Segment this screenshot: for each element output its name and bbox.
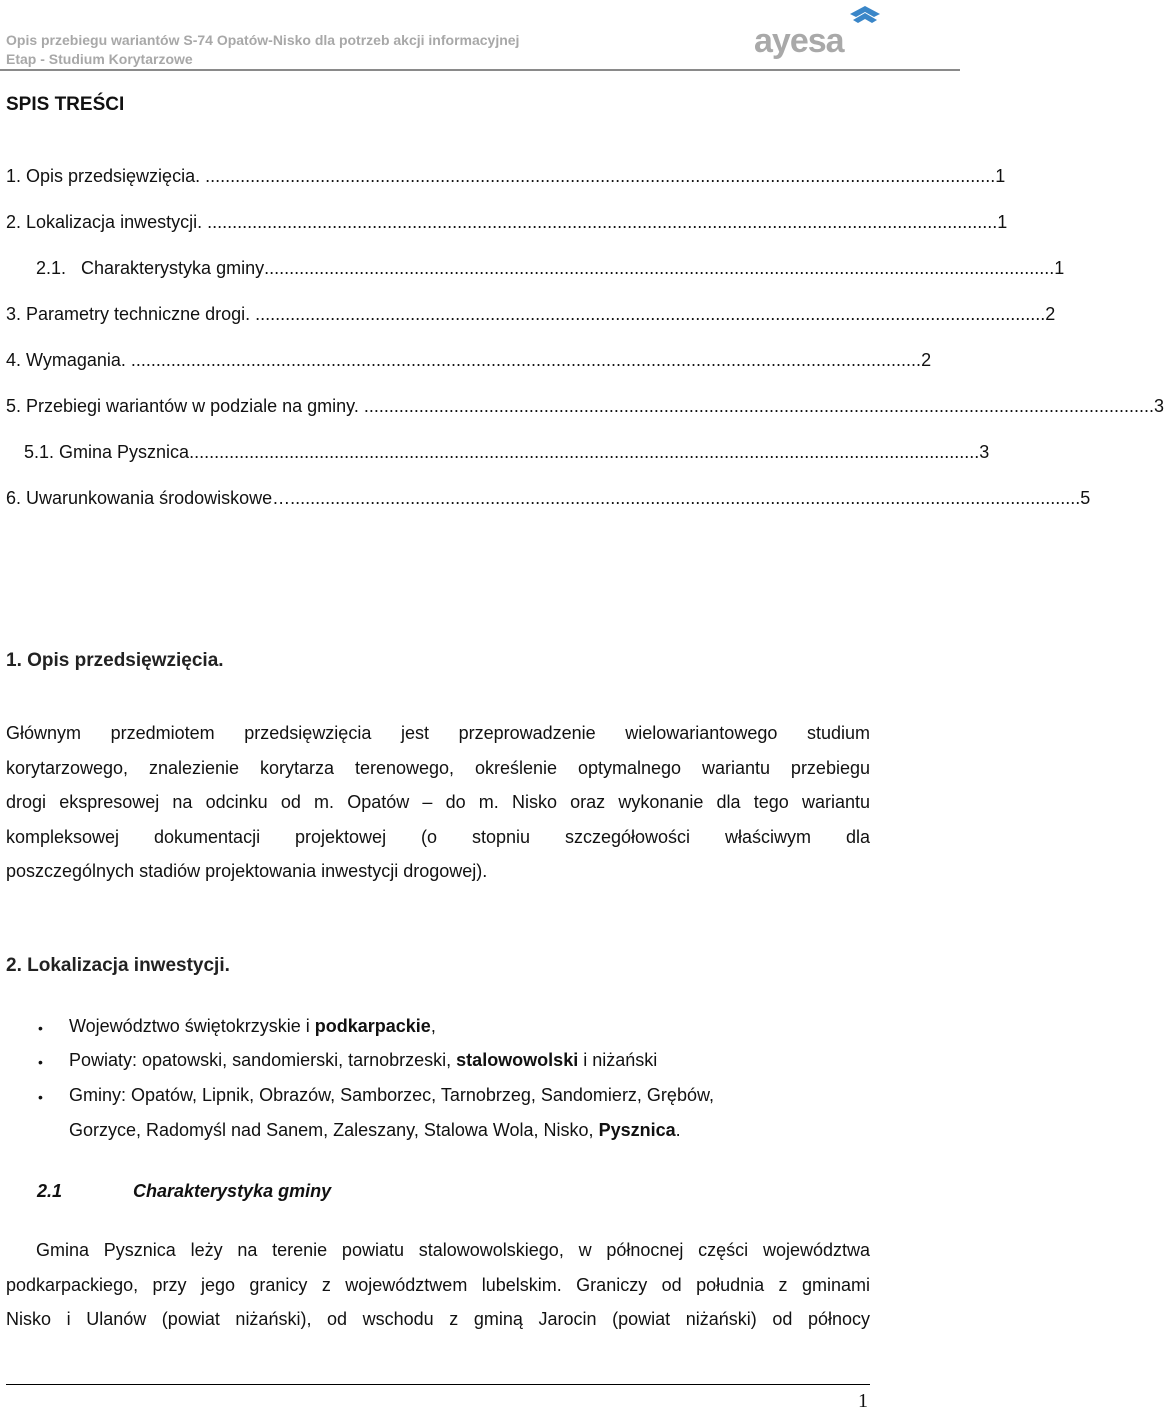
- toc-item-page: 2: [1045, 304, 1056, 324]
- toc-item: [24, 442, 990, 466]
- bullet-communes: Gminy: Opatów, Lipnik, Obrazów, Samborzec, Tarnobrzeg, Sandomierz, Grębów,: [69, 1085, 714, 1105]
- toc-leader: ..............................................................................................................................................................: [207, 212, 998, 232]
- ayesa-logo-icon: [752, 4, 892, 60]
- bullet-communes-continued: Gorzyce, Radomyśl nad Sanem, Zaleszany, Stalowa Wola, Nisko, Pysznica.: [69, 1120, 681, 1140]
- paragraph-line: Głównym przedmiotem przedsięwzięcia jest przeprowadzenie wielowariantowego studium: [6, 723, 870, 743]
- bullet-counties: Powiaty: opatowski, sandomierski, tarnobrzeski, stalowowolski i niżański: [69, 1050, 658, 1070]
- bullet-icon: •: [38, 1020, 43, 1036]
- toc-leader: ..............................................................................................................................................................: [189, 442, 980, 462]
- header-divider: [0, 69, 960, 71]
- toc-item-page: 1: [1054, 258, 1065, 278]
- page-number: 1: [858, 1390, 868, 1412]
- header-title: Opis przebiegu wariantów S-74 Opatów-Nisko dla potrzeb akcji informacyjnej: [6, 32, 520, 48]
- toc-leader: ..............................................................................................................................................................: [264, 258, 1055, 278]
- toc-title: SPIS TREŚCI: [6, 94, 125, 115]
- svg-text:ayesa: ayesa: [754, 22, 844, 60]
- toc-item-page: 3: [1154, 396, 1164, 416]
- toc-item-page: 5: [1080, 488, 1091, 508]
- paragraph-line: Gmina Pysznica leży na terenie powiatu stalowowolskiego, w północnej części województwa: [36, 1240, 870, 1260]
- section-1-paragraph: [6, 716, 870, 889]
- bullet-voivodeships: Województwo świętokrzyskie i podkarpackie,: [69, 1016, 436, 1036]
- subsection-paragraph: [6, 1233, 870, 1337]
- toc-item: [6, 166, 1006, 190]
- toc-item: [6, 304, 1056, 328]
- toc-leader: ..............................................................................................................................................................: [255, 304, 1046, 324]
- paragraph-line: podkarpackiego, przy jego granicy z województwem lubelskim. Graniczy od południa z gminami: [6, 1274, 870, 1295]
- toc-item-label: 6. Uwarunkowania środowiskowe…: [6, 488, 291, 508]
- section-1-heading: 1. Opis przedsięwzięcia.: [6, 650, 224, 671]
- bullet-icon: •: [38, 1054, 43, 1070]
- toc-item-label: 5. Przebiegi wariantów w podziale na gminy.: [6, 396, 364, 416]
- toc-item: [6, 396, 1164, 420]
- toc-item-page: 1: [995, 166, 1006, 186]
- section-2-heading: 2. Lokalizacja inwestycji.: [6, 955, 230, 976]
- paragraph-line: korytarzowego, znalezienie korytarza terenowego, określenie optymalnego wariantu przebiegu: [6, 757, 870, 778]
- toc-leader: ..............................................................................................................................................................: [130, 350, 922, 370]
- toc-item: [6, 350, 932, 374]
- toc-leader: ..............................................................................................................................................................: [363, 396, 1155, 416]
- header-subtitle: Etap - Studium Korytarzowe: [6, 51, 193, 67]
- footer-divider: [6, 1384, 870, 1385]
- paragraph-line: poszczególnych stadiów projektowania inwestycji drogowej).: [6, 861, 488, 881]
- toc-item-label: 3. Parametry techniczne drogi.: [6, 304, 256, 324]
- toc-item-label: 1. Opis przedsięwzięcia.: [6, 166, 206, 186]
- toc-item: [36, 258, 1065, 282]
- toc-item-label: 4. Wymagania.: [6, 350, 131, 370]
- paragraph-line: kompleksowej dokumentacji projektowej (o stopniu szczegółowości właściwym dla: [6, 826, 870, 847]
- toc-item: [6, 488, 1091, 512]
- toc-item-label: 5.1. Gmina Pysznica: [24, 442, 190, 462]
- toc-item-page: 1: [997, 212, 1008, 232]
- toc-item-label: 2.1. Charakterystyka gminy: [36, 258, 265, 278]
- toc-leader: ..............................................................................................................................................................: [290, 488, 1081, 508]
- bullet-icon: •: [38, 1089, 43, 1105]
- toc-item-label: 2. Lokalizacja inwestycji.: [6, 212, 208, 232]
- toc-leader: ..............................................................................................................................................................: [205, 166, 996, 186]
- paragraph-line: drogi ekspresowej na odcinku od m. Opatów – do m. Nisko oraz wykonanie dla tego wariantu: [6, 792, 870, 812]
- page-header: [0, 0, 960, 70]
- toc-item: [6, 212, 1008, 236]
- paragraph-line: Nisko i Ulanów (powiat niżański), od wschodu z gminą Jarocin (powiat niżański) od północy: [6, 1309, 870, 1329]
- subsection-title: Charakterystyka gminy: [133, 1181, 332, 1201]
- toc-item-page: 3: [979, 442, 990, 462]
- toc-item-page: 2: [921, 350, 932, 370]
- subsection-number: 2.1: [37, 1181, 63, 1201]
